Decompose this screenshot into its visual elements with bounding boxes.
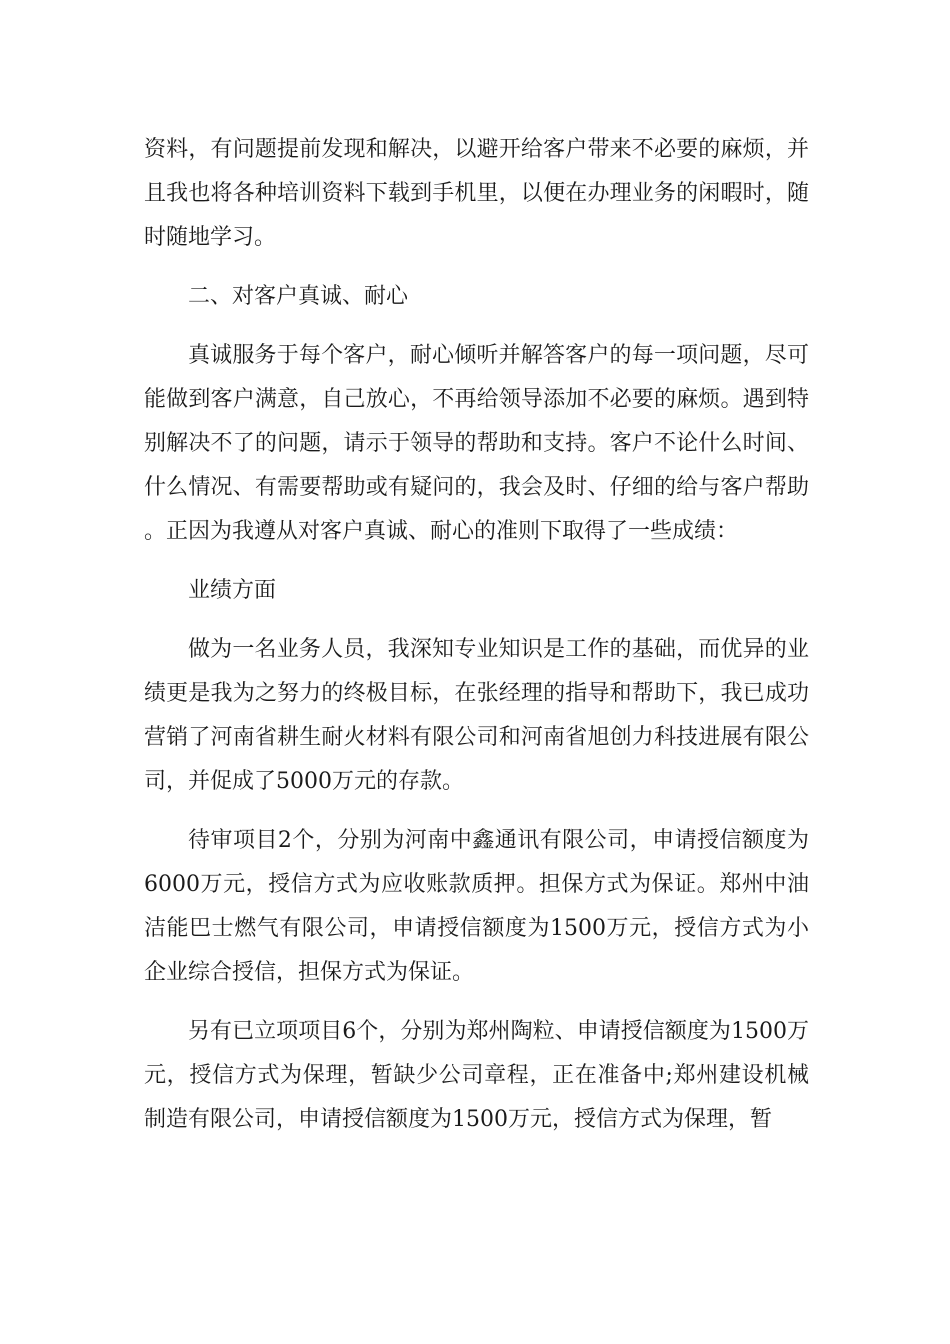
paragraph-customer-service: 真诚服务于每个客户，耐心倾听并解答客户的每一项问题，尽可能做到客户满意，自己放心，不再给领导添加不必要的麻烦。遇到特别解决不了的问题，请示于领导的帮助和支持。客户不论什么时间、什么情况、有需要帮助或有疑问的，我会及时、仔细的给与客户帮助。正因为我遵从对客户真诚、耐心的准则下取得了一些成绩：	[144, 343, 809, 544]
section-heading-performance: 业绩方面	[188, 578, 277, 603]
paragraph-pending-projects: 待审项目2个，分别为河南中鑫通讯有限公司，申请授信额度为6000万元，授信方式为应收账款质押。担保方式为保证。郑州中油洁能巴士燃气有限公司，申请授信额度为1500万元，授信方式为小企业综合授信，担保方式为保证。	[144, 828, 809, 985]
section-heading-sincerity: 二、对客户真诚、耐心	[188, 284, 409, 309]
document-body	[144, 128, 809, 1142]
paragraph-performance: 做为一名业务人员，我深知专业知识是工作的基础，而优异的业绩更是我为之努力的终极目标，在张经理的指导和帮助下，我已成功营销了河南省耕生耐火材料有限公司和河南省旭创力科技进展有限公司，并促成了5000万元的存款。	[144, 637, 809, 794]
paragraph-training-materials: 资料，有问题提前发现和解决，以避开给客户带来不必要的麻烦，并且我也将各种培训资料下载到手机里，以便在办理业务的闲暇时，随时随地学习。	[144, 137, 809, 250]
paragraph-approved-projects: 另有已立项项目6个，分别为郑州陶粒、申请授信额度为1500万元，授信方式为保理，暂缺少公司章程，正在准备中;郑州建设机械制造有限公司，申请授信额度为1500万元，授信方式为保理，暂	[144, 1019, 809, 1132]
